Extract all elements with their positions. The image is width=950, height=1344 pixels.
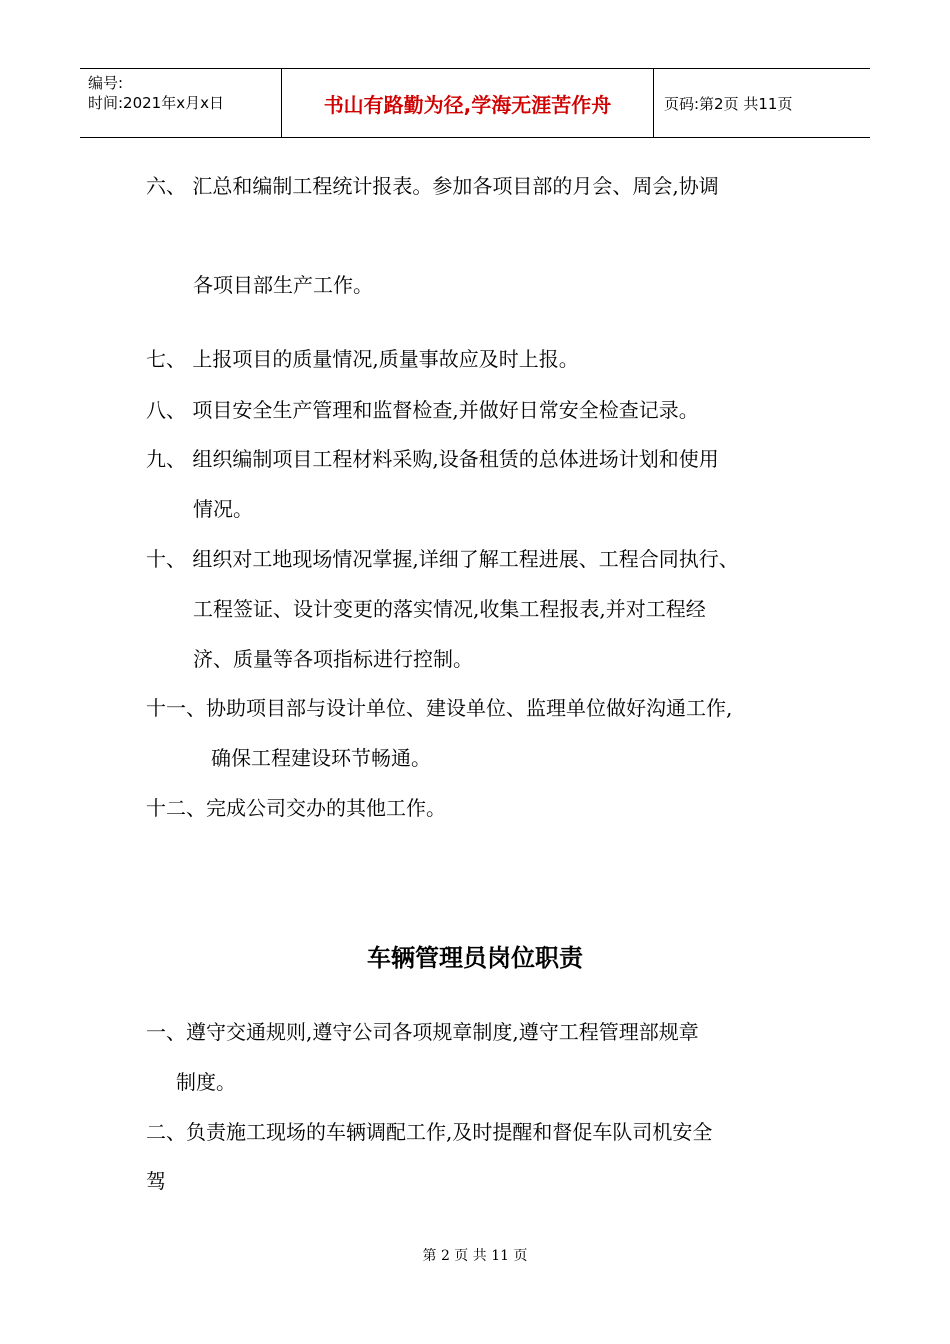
- body-line: 六、 汇总和编制工程统计报表。参加各项目部的月会、周会,协调: [146, 174, 719, 198]
- section-line: 驾: [146, 1169, 166, 1193]
- page-header: [80, 68, 870, 138]
- body-line: 十、 组织对工地现场情况掌握,详细了解工程进展、工程合同执行、: [146, 547, 739, 571]
- body-line: 各项目部生产工作。: [193, 273, 373, 297]
- body-line: 确保工程建设环节畅通。: [211, 746, 431, 770]
- body-line: 工程签证、设计变更的落实情况,收集工程报表,并对工程经: [193, 597, 706, 621]
- section-line: 一、遵守交通规则,遵守公司各项规章制度,遵守工程管理部规章: [146, 1020, 699, 1044]
- body-line: 七、 上报项目的质量情况,质量事故应及时上报。: [146, 347, 579, 371]
- header-motto: 书山有路勤为径,学海无涯苦作舟: [281, 69, 654, 137]
- body-line: 十二、完成公司交办的其他工作。: [146, 796, 446, 820]
- section-line: 二、负责施工现场的车辆调配工作,及时提醒和督促车队司机安全: [146, 1120, 713, 1144]
- page-footer: 第 2 页 共 11 页: [422, 1248, 528, 1264]
- body-line: 九、 组织编制项目工程材料采购,设备租赁的总体进场计划和使用: [146, 447, 719, 471]
- body-line: 情况。: [193, 497, 253, 521]
- body-line: 济、质量等各项指标进行控制。: [193, 647, 473, 671]
- section-line: 制度。: [176, 1070, 236, 1094]
- header-page-info: 页码:第2页 共11页: [664, 94, 793, 113]
- body-line: 八、 项目安全生产管理和监督检查,并做好日常安全检查记录。: [146, 398, 699, 422]
- header-meta: [80, 69, 281, 137]
- body-line: 十一、协助项目部与设计单位、建设单位、监理单位做好沟通工作,: [146, 696, 733, 720]
- section-title: 车辆管理员岗位职责: [367, 943, 583, 972]
- document-date: 时间:2021年x月x日: [88, 94, 224, 112]
- document-number-label: 编号:: [88, 74, 124, 92]
